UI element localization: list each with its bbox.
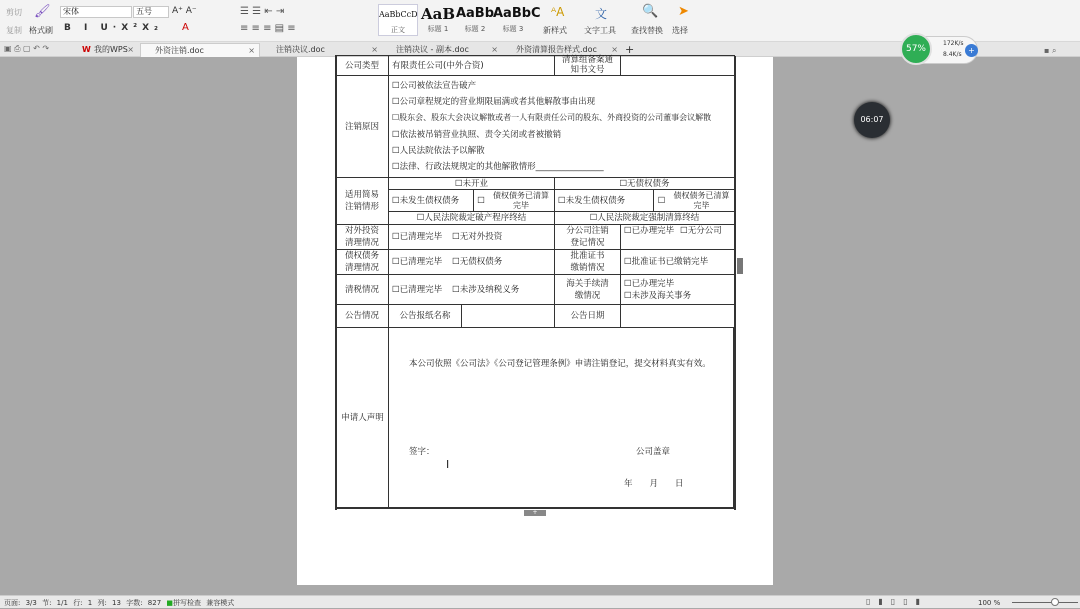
checkbox-option[interactable]: ☐法律、行政法规规定的其他解散情形________________	[392, 161, 604, 172]
checkbox-option[interactable]: ☐未发生债权债务	[554, 189, 654, 212]
checkbox-option[interactable]: ☐无分公司	[680, 226, 722, 236]
style-normal[interactable]: AaBbCcD 正文	[378, 4, 418, 36]
checkbox[interactable]: ☐	[653, 189, 669, 212]
new-style-icon: ᴬA	[551, 5, 565, 19]
upload-speed: 172K/s	[943, 40, 964, 47]
align-icons[interactable]: ≡ ≡ ≡ ▤ ≡	[240, 23, 296, 34]
text-cursor-icon: I	[446, 458, 450, 471]
label: 债权债务已清算完毕	[669, 189, 735, 212]
zoom-slider-handle[interactable]	[1051, 598, 1059, 606]
plus-icon[interactable]: +	[965, 44, 978, 57]
checkbox-option[interactable]: ☐无债权债务	[452, 257, 503, 267]
memory-gauge[interactable]: 57%	[900, 33, 932, 65]
options	[388, 249, 555, 275]
checkbox-option[interactable]: ☐已清理完毕	[392, 284, 443, 295]
label: 公司类型	[335, 55, 389, 76]
label: 适用简易注销情形	[335, 177, 389, 225]
value: 有限责任公司(中外合资)	[388, 55, 555, 76]
font-grow-icon[interactable]: A⁺ A⁻	[172, 6, 197, 16]
checkbox-option[interactable]: ☐人民法院裁定强制清算终结	[554, 211, 735, 225]
tab-my-wps[interactable]: W 我的WPS ×	[80, 43, 138, 57]
options	[620, 274, 735, 305]
spell-check[interactable]: 拼写检查	[173, 599, 202, 607]
seal-label: 公司盖章	[636, 447, 671, 457]
checkbox-option[interactable]: ☐人民法院依法予以解散	[392, 145, 485, 156]
zoom-slider[interactable]	[1012, 602, 1078, 603]
label: 公告日期	[554, 304, 621, 328]
tab-doc[interactable]: 注销决议 - 副本.doc ×	[396, 45, 498, 54]
options	[620, 224, 735, 250]
label: 公告情况	[335, 304, 389, 328]
checkbox-option[interactable]: ☐已清理完毕	[392, 257, 443, 267]
cut-button[interactable]: 剪切	[6, 8, 22, 17]
list-icons[interactable]: ☰ ☰ ⇤ ⇥	[240, 6, 285, 17]
find-replace-button[interactable]: 查找替换	[631, 26, 663, 35]
tab-active-doc[interactable]: 外资注销.doc ×	[140, 43, 260, 57]
checkbox-option[interactable]: ☐依法被吊销营业执照、责令关闭或者被撤销	[392, 129, 562, 140]
zoom-level[interactable]: 100 %	[978, 599, 1001, 607]
label: 注销原因	[335, 75, 389, 178]
options	[388, 274, 555, 305]
text-tools-icon: 文	[595, 7, 608, 21]
new-tab-button[interactable]: +	[625, 43, 635, 56]
declaration-text: 本公司依照《公司法》《公司登记管理条例》申请注销登记，提交材料真实有效。	[409, 359, 711, 369]
wps-logo-icon: W	[82, 45, 91, 54]
label: 批准证书缴销情况	[554, 249, 621, 275]
checkbox-option[interactable]: ☐公司被依法宣告破产	[392, 81, 477, 92]
recording-timer: 06:07	[854, 102, 890, 138]
checkbox-option[interactable]: ☐已办理完毕	[624, 278, 675, 289]
checkbox-option[interactable]: ☐无对外投资	[452, 232, 503, 242]
font-name-select[interactable]: 宋体	[60, 6, 132, 18]
sign-label: 签字：	[409, 447, 435, 457]
label: 清算组备案通知书文号	[554, 55, 621, 76]
tab-doc[interactable]: 注销决议.doc ×	[276, 45, 378, 54]
font-color-icon[interactable]: A	[182, 22, 189, 33]
status-info: 页面: 3/3 节: 1/1 行: 1 列: 13 字数: 827 ■拼写检查 兼容模式	[4, 599, 235, 607]
download-speed: 8.4K/s	[943, 51, 962, 58]
new-style-button[interactable]: 新样式	[543, 26, 567, 35]
label: 海关手续清缴情况	[554, 274, 621, 305]
format-painter-button[interactable]: 格式刷	[29, 26, 53, 35]
label: 债权债务清理情况	[335, 249, 389, 275]
label: 清税情况	[335, 274, 389, 305]
checkbox-option[interactable]: ☐公司章程规定的营业期限届满或者其他解散事由出现	[392, 97, 596, 108]
checkbox-option[interactable]: ☐已清理完毕	[392, 232, 443, 242]
cursor-icon: ➤	[678, 4, 689, 19]
checkbox-option[interactable]: ☐批准证书已缴销完毕	[620, 249, 735, 275]
table-border	[734, 56, 736, 510]
tab-doc[interactable]: 外资清算报告样式.doc ×	[516, 45, 618, 54]
newspaper-field[interactable]	[461, 304, 555, 328]
format-painter-icon: 🖌	[34, 4, 51, 19]
format-buttons[interactable]: B I U·X²X₂	[64, 23, 163, 33]
label: 公告报纸名称	[388, 304, 462, 328]
style-heading3[interactable]: AaBbC 标题 3	[493, 6, 541, 33]
find-replace-icon: 🔍	[642, 4, 659, 19]
label: 分公司注销登记情况	[554, 224, 621, 250]
status-bar	[0, 595, 1080, 608]
style-heading2[interactable]: AaBb 标题 2	[455, 6, 495, 33]
style-heading1[interactable]: AaB 标题 1	[420, 5, 456, 33]
label: 申请人声明	[335, 327, 389, 509]
quick-access-icons[interactable]: ▣ ⎙ ▢ ↶ ↷	[4, 44, 50, 53]
value-empty[interactable]	[620, 55, 735, 76]
checkbox-option[interactable]: ☐股东会、股东大会决议解散或者一人有限责任公司的股东、外商投资的公司董事会议解散	[392, 113, 712, 123]
table-border	[335, 56, 337, 510]
side-panel-toggle[interactable]	[737, 258, 743, 274]
checkbox-option[interactable]: ☐无债权债务	[554, 177, 735, 190]
checkbox-option[interactable]: ☐人民法院裁定破产程序终结	[388, 211, 555, 225]
add-row-button[interactable]: +	[524, 510, 546, 516]
view-mode-icons[interactable]: ▯▮▯▯▮	[866, 597, 929, 606]
date-field[interactable]	[620, 304, 735, 328]
date-line: 年 月 日	[624, 479, 684, 489]
options	[388, 224, 555, 250]
select-button[interactable]: 选择	[672, 26, 688, 35]
font-size-select[interactable]: 五号	[133, 6, 169, 18]
label: 债权债务已清算完毕	[488, 189, 555, 212]
checkbox-option[interactable]: ☐未涉及纳税义务	[452, 284, 520, 295]
checkbox-option[interactable]: ☐已办理完毕	[624, 226, 675, 236]
checkbox[interactable]: ☐	[473, 189, 488, 212]
reasons	[388, 75, 735, 178]
search-icon[interactable]: ▪ ⌕	[1044, 46, 1057, 55]
label: 对外投资清理情况	[335, 224, 389, 250]
checkbox-option[interactable]: ☐未发生债权债务	[388, 189, 474, 212]
checkbox-option[interactable]: ☐未涉及海关事务	[624, 290, 692, 301]
text-tools-button[interactable]: 文字工具	[584, 26, 616, 35]
checkbox-option[interactable]: ☐未开业	[388, 177, 555, 190]
copy-button[interactable]: 复制	[6, 26, 22, 35]
